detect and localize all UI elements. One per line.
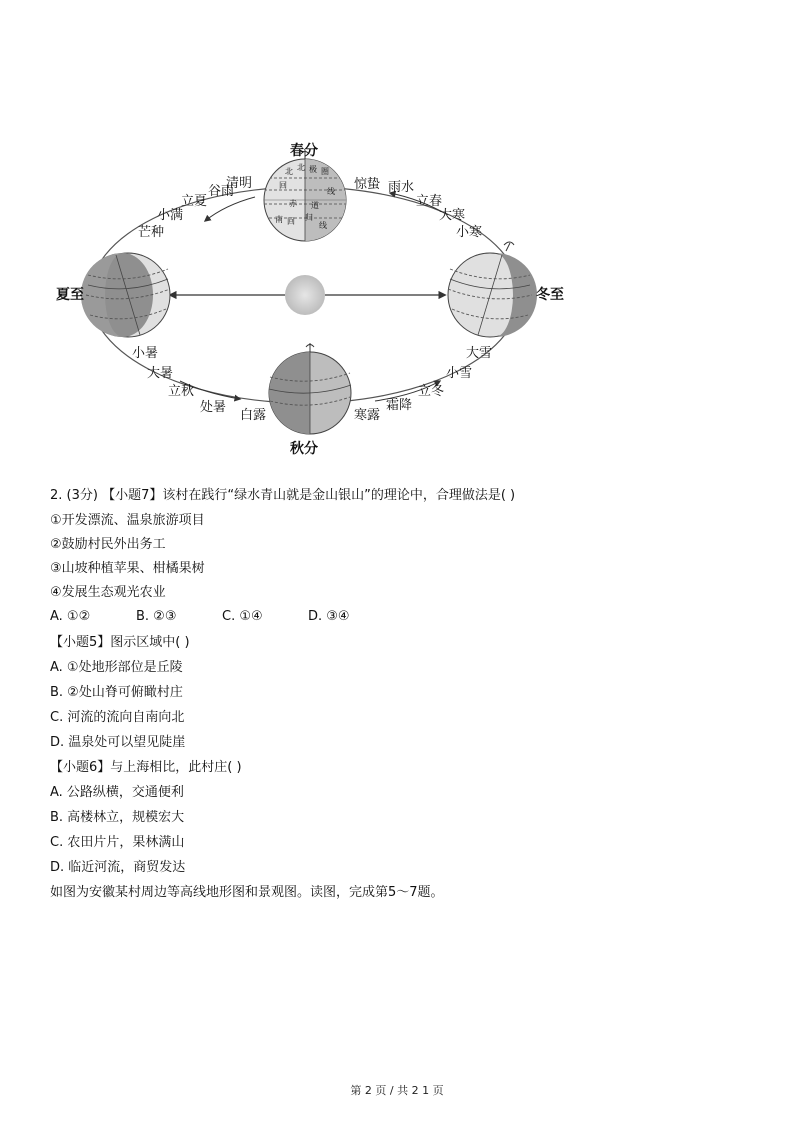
q5-option-a[interactable]: A. ①处地形部位是丘陵: [50, 660, 183, 675]
term-liqiu: 立秋: [168, 384, 195, 399]
globe-label-11: 归: [305, 213, 313, 222]
globe-label-6: 线: [327, 187, 335, 196]
q6-option-c[interactable]: C. 农田片片，果林满山: [50, 835, 185, 850]
globe-label-2: 北: [297, 163, 305, 172]
q2-item-2: ②鼓励村民外出务工: [50, 537, 166, 552]
globe-label-5: 回: [279, 181, 287, 190]
q2-item-1: ①开发漂流、温泉旅游项目: [50, 513, 205, 528]
term-mangzhong: 芒种: [138, 225, 165, 240]
q5-option-d[interactable]: D. 温泉处可以望见陡崖: [50, 735, 186, 750]
term-xiaoshu: 小暑: [132, 346, 159, 361]
term-dashu: 大暑: [147, 366, 174, 381]
sun: [285, 275, 325, 315]
globe-label-3: 极: [309, 165, 317, 174]
term-qingming: 清明: [226, 176, 253, 191]
globe-label-12: 线: [319, 221, 327, 230]
globe-label-9: 南: [275, 215, 283, 224]
q2-stem: 2. (3分) 【小题7】该村在践行“绿水青山就是金山银山”的理论中，合理做法是( ): [50, 488, 516, 503]
q2-option-c[interactable]: C. ①④: [222, 609, 263, 624]
q5-stem: 【小题5】图示区域中( ): [50, 635, 190, 650]
q2-item-3: ③山坡种植苹果、柑橘果树: [50, 561, 205, 576]
term-dahan: 大寒: [439, 208, 466, 223]
q5-option-c[interactable]: C. 河流的流向自南向北: [50, 710, 185, 725]
label-winter: 冬至: [536, 287, 564, 303]
q2-option-d[interactable]: D. ③④: [308, 609, 350, 624]
globe-label-4: 圈: [321, 167, 329, 176]
term-guyu: 谷雨: [208, 184, 235, 199]
q2-option-a[interactable]: A. ①②: [50, 609, 91, 624]
term-daxue: 大雪: [466, 346, 493, 361]
globe-spring: [264, 150, 346, 241]
term-jingzhe: 惊蛰: [354, 177, 381, 192]
globe-label-8: 道: [311, 201, 319, 210]
globe-autumn: [269, 343, 351, 434]
term-lichun: 立春: [416, 194, 443, 209]
q6-option-a[interactable]: A. 公路纵横，交通便利: [50, 785, 184, 800]
term-xiaohan: 小寒: [456, 225, 483, 240]
term-yushui: 雨水: [388, 180, 415, 195]
globe-label-7: 赤: [289, 199, 297, 208]
term-chushu: 处暑: [200, 400, 227, 415]
q6-option-d[interactable]: D. 临近河流，商贸发达: [50, 860, 186, 875]
globe-label-10: 回: [287, 217, 295, 226]
q2-options: [50, 608, 350, 626]
term-shuangjiang: 霜降: [386, 398, 413, 413]
orbit-arrow-top-left: [205, 197, 255, 221]
intro-text: 如图为安徽某村周边等高线地形图和景观图。读图，完成第5～7题。: [50, 885, 444, 900]
q6-option-b[interactable]: B. 高楼林立，规模宏大: [50, 810, 185, 825]
label-autumn: 秋分: [290, 441, 318, 457]
term-lidong: 立冬: [418, 384, 445, 399]
label-spring: 春分: [290, 143, 318, 159]
globe-summer: [81, 253, 170, 337]
solar-terms-diagram: [40, 135, 600, 465]
globe-winter: [448, 242, 537, 337]
q2-item-4: ④发展生态观光农业: [50, 585, 166, 600]
globe-label-1: 北: [285, 167, 293, 176]
term-xiaoman: 小满: [157, 208, 184, 223]
q6-stem: 【小题6】与上海相比，此村庄( ): [50, 760, 242, 775]
term-xiaoxue: 小雪: [446, 366, 473, 381]
q2-option-b[interactable]: B. ②③: [136, 609, 177, 624]
term-hanlu: 寒露: [354, 408, 381, 423]
term-lixia: 立夏: [181, 194, 208, 209]
page-footer: 第 2 页 / 共 2 1 页: [350, 1084, 444, 1097]
label-summer: 夏至: [56, 287, 84, 303]
term-bailu: 白露: [240, 408, 267, 423]
q5-option-b[interactable]: B. ②处山脊可俯瞰村庄: [50, 685, 183, 700]
